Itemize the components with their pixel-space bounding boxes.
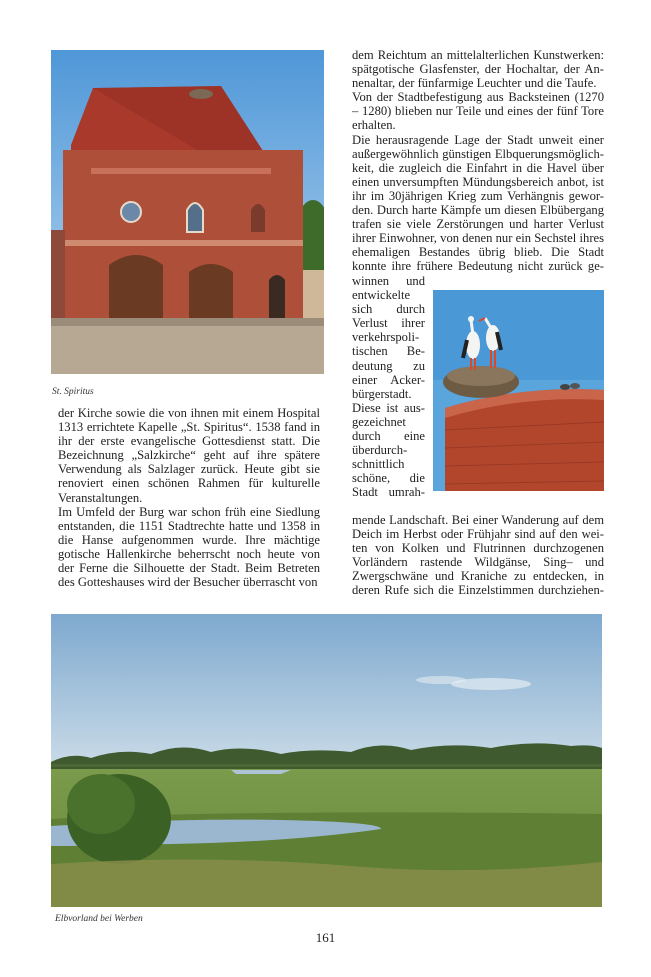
text-line: Von der Stadtbefestigung aus Backsteinen (1270 <box>352 90 604 105</box>
text-line: Verwendung als Salzlager zurück. Heute gibt sie <box>58 462 320 477</box>
photo-elbvorland <box>51 614 602 907</box>
right-column-top-text <box>352 48 604 274</box>
text-line: einer Acker- <box>352 372 425 387</box>
text-line: ihrer Einwohner, von denen nur ein Sechstel ihres <box>352 231 604 246</box>
text-line: renoviert einen schönen Rahmen für kulturelle <box>58 476 320 491</box>
text-line: 1313 errichtete Kapelle „St. Spiritus“. 1538 fand in <box>58 420 320 435</box>
text-line: spätgotische Glasfenster, der Hochaltar, der An- <box>352 62 604 77</box>
text-line: schnittlich <box>352 457 405 472</box>
text-line: entwickelte <box>352 288 411 303</box>
photo-storks <box>433 290 604 491</box>
text-line: Veranstaltungen. <box>58 490 143 505</box>
text-line: erhalten. <box>352 118 396 133</box>
text-line: sich durch <box>352 302 425 317</box>
text-line: bürgerstadt. <box>352 386 412 401</box>
landscape-illustration <box>51 614 602 907</box>
text-line: der Kirche sowie die von ihnen mit einem Hospital <box>58 406 320 420</box>
photo-st-spiritus <box>51 50 324 374</box>
text-line: Im Umfeld der Burg war schon früh eine Siedlung <box>58 504 320 519</box>
text-line: entstanden, die 1151 Stadtrechte hatte und 1358 in <box>58 518 320 533</box>
text-line: ihr der erste evangelische Gottesdienst statt. Die <box>58 434 320 449</box>
text-line: überdurch- <box>352 443 408 458</box>
text-line: außergewöhnlich günstigen Elbquerungsmöglich- <box>352 146 604 161</box>
text-line: Vorländern rastende Wildgänse, Sing– und <box>352 555 604 570</box>
text-line: tischen Be- <box>352 344 425 359</box>
text-line: Diese ist aus- <box>352 400 425 415</box>
text-line: trafen sie viele Zerstörungen und harter Verlust <box>352 217 604 232</box>
text-line: Stadt umrah- <box>352 485 425 500</box>
text-line: dem Reichtum an mittelalterlichen Kunstwerken: <box>352 48 604 62</box>
text-line: deutung zu <box>352 358 425 373</box>
text-line: der Ferne die Silhouette der Stadt. Beim Betreten <box>58 561 320 576</box>
page-number: 161 <box>315 930 336 945</box>
text-line: keit, die zugleich die Einfahrt in die Havel über <box>352 160 604 175</box>
text-line: verkehrspoli- <box>352 330 420 345</box>
church-illustration <box>51 50 324 374</box>
text-line: – 1280) blieben nur Teile und eines der fünf Tore <box>352 104 604 119</box>
text-line: nenaltar, der fünfarmige Leuchter und die Taufe. <box>352 76 597 91</box>
text-line: Deich im Herbst oder Frühjahr sind auf den wei- <box>352 527 604 542</box>
right-column-bottom-text <box>352 513 604 598</box>
text-line: durch eine <box>352 429 425 444</box>
text-line: gotische Hallenkirche beherrscht noch heute von <box>58 546 320 561</box>
text-line: Zwergschwäne und Kraniche zu entdecken, in <box>352 569 604 584</box>
text-line: ten von Kolken und Flutrinnen durchzogenen <box>352 541 604 556</box>
text-line: Die herausragende Lage der Stadt unweit einer <box>352 132 604 147</box>
text-line: ihr im 30jährigen Krieg zum Verhängnis gewor- <box>352 188 604 203</box>
right-column-narrow-text <box>352 274 425 500</box>
text-line: des Gotteshauses wird der Besucher überrascht von <box>58 575 318 590</box>
text-line: deren Rufe sich die Einzelstimmen durchziehen- <box>352 583 604 598</box>
text-line: schöne, die <box>352 471 425 486</box>
caption-st-spiritus: St. Spiritus <box>52 387 94 397</box>
text-line: konnte ihre frühere Bedeutung nicht zurück ge- <box>352 259 604 274</box>
storks-illustration <box>433 290 604 491</box>
text-line: ehemaligen Bestandes übrig blieb. Die Stadt <box>352 245 604 260</box>
text-line: Verlust ihrer <box>352 316 425 331</box>
text-line: einen unversumpften Mündungsbereich anbot, ist <box>352 174 604 189</box>
left-column-text <box>58 406 320 589</box>
caption-elbvorland: Elbvorland bei Werben <box>55 914 143 924</box>
text-line: die Hanse aufgenommen wurde. Ihre mächtige <box>58 532 320 547</box>
text-line: den. Durch harte Kämpfe um diesen Elbübergang <box>352 203 604 218</box>
text-line: mende Landschaft. Bei einer Wanderung auf dem <box>352 513 604 527</box>
text-line: Bezeichnung „Salzkirche“ geht auf ihre spätere <box>58 448 320 463</box>
text-line: winnen und <box>352 274 425 288</box>
text-line: gezeichnet <box>352 414 406 429</box>
